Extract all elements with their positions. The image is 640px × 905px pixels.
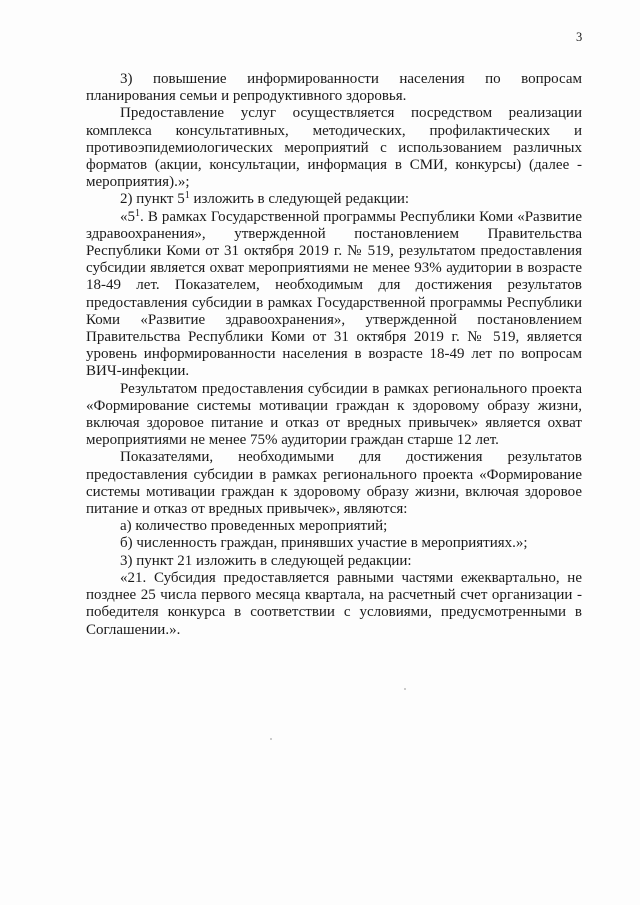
paragraph-result: Результатом предоставления субсидии в рамках регионального проекта «Формирование системы мотивации граждан к здоровому образу жизни, включая здоровое питание и отказ от вредных привычек» является охват мероприятиями не менее 75% аудитории граждан старше 12 лет. [86,380,582,449]
paragraph-point-21: «21. Субсидия предоставляется равными частями ежеквартально, не позднее 25 числа первого месяца квартала, на расчетный счет организации - победителя конкурса в соответствии с условиями, предусмотренными в Соглашении.». [86,569,582,638]
document-body [86,71,582,639]
list-item-b: б) численность граждан, принявших участие в мероприятиях.»; [120,535,528,552]
paragraph-indicators: Показателями, необходимыми для достижения результатов предоставления субсидии в рамках регионального проекта «Формирование системы мотивации граждан к здоровому образу жизни, включая здоровое питание и отказ от вредных привычек», являются: [86,449,582,518]
list-item-a: а) количество проведенных мероприятий; [120,518,388,535]
superscript-one: 1 [135,207,140,219]
page-number: 3 [576,30,583,44]
scan-speck [270,738,272,740]
paragraph-services: Предоставление услуг осуществляется посредством реализации комплекса консультативных, методических, профилактических и противоэпидемиологических мероприятий с использованием различных форматов (акции, консультации, информация в СМИ, конкурсы) (далее - мероприятия).»; [86,105,582,191]
scan-speck [404,688,406,690]
paragraph-item-3: 3) повышение информированности населения по вопросам планирования семьи и репродуктивного здоровья. [86,71,582,105]
paragraph-subitem-2: 2) пункт $5^1$ изложить в следующей редакции: [120,190,410,208]
superscript-one: 1 [184,190,190,202]
paragraph-subitem-3: 3) пункт 21 изложить в следующей редакции: [120,552,412,569]
paragraph-point-5-1: «$5^1$. В рамках Государственной программы Республики Коми «Развитие здравоохранения», утвержденной постановлением Правительства Республики Коми от 31 октября 2019 г. № 519, результатом предоставления субсидии является охват мероприятиями не менее 93% аудитории в возрасте 18-49 лет. Показателем, необходимым для достижения результатов предоставления субсидии в рамках Государственной программы Республики Коми «Развитие здравоохранения», утвержденной постановлением Правительства Республики Коми от 31 октября 2019 г. № 519, является уровень информированности населения в возрасте 18-49 лет по вопросам ВИЧ-инфекции. [86,207,582,380]
